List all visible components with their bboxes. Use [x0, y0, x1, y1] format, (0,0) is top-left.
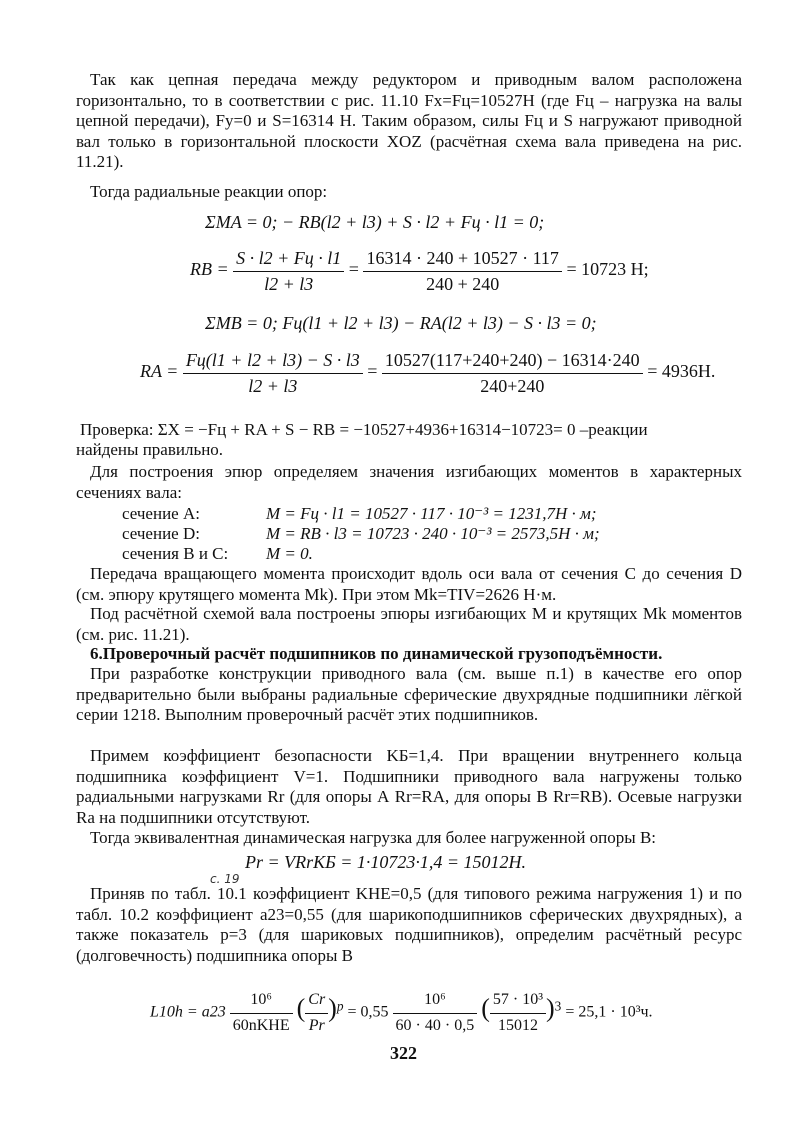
- paragraph-life-intro: Приняв по табл. 10.1 коэффициент KHE=0,5 (для типового режима нагружения 1) и по табл. 10.2 коэффициент a23=0,55 (для шарикоподшипников сферических двухрядных), а также показатель p=3 (для шариковых подшипников), определим расчётный ресурс (долговечность) подшипника опоры В: [76, 884, 742, 965]
- life-frac-1: [230, 990, 293, 1036]
- life-frac-2: [305, 990, 328, 1036]
- equation-ra: RA = $\frac{Fц(l1 + l2 + l3) - S \cdot l3}{l2 + l3}$ = $\frac{10527(117+240+240) - 16314\cdot 240}{240+240}$ = 4936Н.: [140, 350, 716, 396]
- life-frac-3-num: 10⁶: [393, 990, 478, 1014]
- life-frac-3-den: 60 · 40 · 0,5: [395, 1016, 475, 1034]
- rb-num-numeric: 16314 · 240 + 10527 · 117: [363, 248, 561, 272]
- rb-fraction-numeric: [363, 248, 561, 294]
- rb-num-symbolic: S · l2 + Fц · l1: [233, 248, 344, 272]
- life-frac-4: [490, 990, 546, 1036]
- ra-fraction-numeric: [382, 350, 643, 396]
- paragraph-torque: Передача вращающего момента происходит вдоль оси вала от сечения С до сечения D (см. эпюру крутящего момента Mk). При этом Mk=TIV=2626 Н·м.: [76, 564, 742, 604]
- equation-bearing-life: L10h = a23 $\frac{\text{10⁶}}{\text{60nKHE}}$ ( $\frac{Cr}{Pr}$ )$^p$ = 0,55 $\frac{\text{10⁶}}{60 \cdot 40 \cdot 0,5}$ ( $\frac{\text{57 · 10³}}{15012}$ )$^3$ = 25,1 · 10³ч.: [150, 990, 653, 1036]
- section-a-label: сечение А:: [122, 504, 200, 523]
- paragraph-equivalent-load: Тогда эквивалентная динамическая нагрузка для более нагруженной опоры В:: [90, 828, 657, 847]
- section-a-equation: M = Fц · l1 = 10527 · 117 · 10⁻³ = 1231,7Н · м;: [266, 504, 597, 523]
- ra-lhs: RA =: [140, 361, 179, 382]
- rb-den-symbolic: l2 + l3: [264, 273, 314, 294]
- rb-den-numeric: 240 + 240: [426, 273, 500, 294]
- life-frac-4-num: 57 · 10³: [490, 990, 546, 1014]
- equation-moment-a: ΣMA = 0; − RB(l2 + l3) + S · l2 + Fц · l1 = 0;: [205, 212, 545, 232]
- ra-result: = 4936Н.: [647, 361, 716, 382]
- ra-num-symbolic: Fц(l1 + l2 + l3) − S · l3: [183, 350, 363, 374]
- life-frac-2-num: Cr: [305, 990, 328, 1014]
- life-lhs: L10h = a23: [150, 1003, 226, 1021]
- rb-result: = 10723 Н;: [566, 259, 649, 280]
- check-line-2: найдены правильно.: [76, 440, 224, 459]
- life-frac-2-den: Pr: [308, 1016, 325, 1034]
- life-frac-4-den: 15012: [497, 1016, 538, 1034]
- paragraph-chain-drive: Так как цепная передача между редуктором и приводным валом расположена горизонтально, то в соответствии с рис. 11.10 Fx=Fц=10527Н (где Fц – нагрузка на валы цепной передачи), Fy=0 и S=16314 Н. Таким образом, силы Fц и S нагружают приводной вал только в горизонтальной плоскости XOZ (расчётная схема вала приведена на рис. 11.21).: [76, 70, 742, 171]
- life-frac-1-num: 10⁶: [230, 990, 293, 1014]
- check-line: Проверка: ΣX = −Fц + RA + S − RB = −10527+4936+16314−10723= 0 –реакции: [80, 420, 648, 439]
- rb-lhs: RB =: [190, 259, 229, 280]
- equation-moment-b: ΣMB = 0; Fц(l1 + l2 + l3) − RA(l2 + l3) − S · l3 = 0;: [205, 313, 597, 333]
- section-heading: 6.Проверочный расчёт подшипников по динамической грузоподъёмности.: [90, 644, 663, 663]
- life-mid: = 0,55: [347, 1003, 389, 1021]
- life-result: = 25,1 · 10³ч.: [565, 1003, 653, 1021]
- ra-den-numeric: 240+240: [480, 375, 545, 396]
- ra-fraction-symbolic: [183, 350, 363, 396]
- paragraph-bearing-selection: При разработке конструкции приводного вала (см. выше п.1) в качестве его опор предварительно были выбраны радиальные сферические двухрядные подшипники лёгкой серии 1218. Выполним проверочный расчёт этих подшипников.: [76, 664, 742, 724]
- life-frac-3: [393, 990, 478, 1036]
- paragraph-reactions-intro: Тогда радиальные реакции опор:: [90, 182, 328, 201]
- ra-den-symbolic: l2 + l3: [248, 375, 298, 396]
- rb-fraction-symbolic: [233, 248, 344, 294]
- section-bc-label: сечения В и С:: [122, 544, 229, 563]
- ra-num-numeric: 10527(117+240+240) − 16314·240: [382, 350, 643, 374]
- equation-rb: RB = $\frac{S \cdot l2 + Fц \cdot l1}{l2 + l3}$ = $\frac{16314 \cdot 240 + 10527 \cdot 117}{240 + 240}$ = 10723 Н;: [190, 248, 649, 294]
- section-bc-equation: M = 0.: [266, 544, 313, 563]
- page-number: 322: [390, 1043, 417, 1063]
- section-d-label: сечение D:: [122, 524, 200, 543]
- section-d-equation: M = RB · l3 = 10723 · 240 · 10⁻³ = 2573,5Н · м;: [266, 524, 600, 543]
- paragraph-coefficients: Примем коэффициент безопасности KБ=1,4. При вращении внутреннего кольца подшипника коэффициент V=1. Подшипники приводного вала нагружены только радиальными нагрузками Rr (для опоры А Rr=RA, для опоры В Rr=RB). Осевые нагрузки Ra на подшипники отсутствуют.: [76, 746, 742, 827]
- paragraph-diagrams: Для построения эпюр определяем значения изгибающих моментов в характерных сечениях вала:: [76, 462, 742, 502]
- life-frac-1-den: 60nKHE: [232, 1016, 290, 1034]
- paragraph-moment-diagrams: Под расчётной схемой вала построены эпюры изгибающих M и крутящих Mk моментов (см. рис. 11.21).: [76, 604, 742, 644]
- equation-equivalent-load: Pr = VRrKБ = 1·10723·1,4 = 15012Н.: [245, 852, 527, 872]
- handwritten-note: с. 19: [210, 872, 240, 886]
